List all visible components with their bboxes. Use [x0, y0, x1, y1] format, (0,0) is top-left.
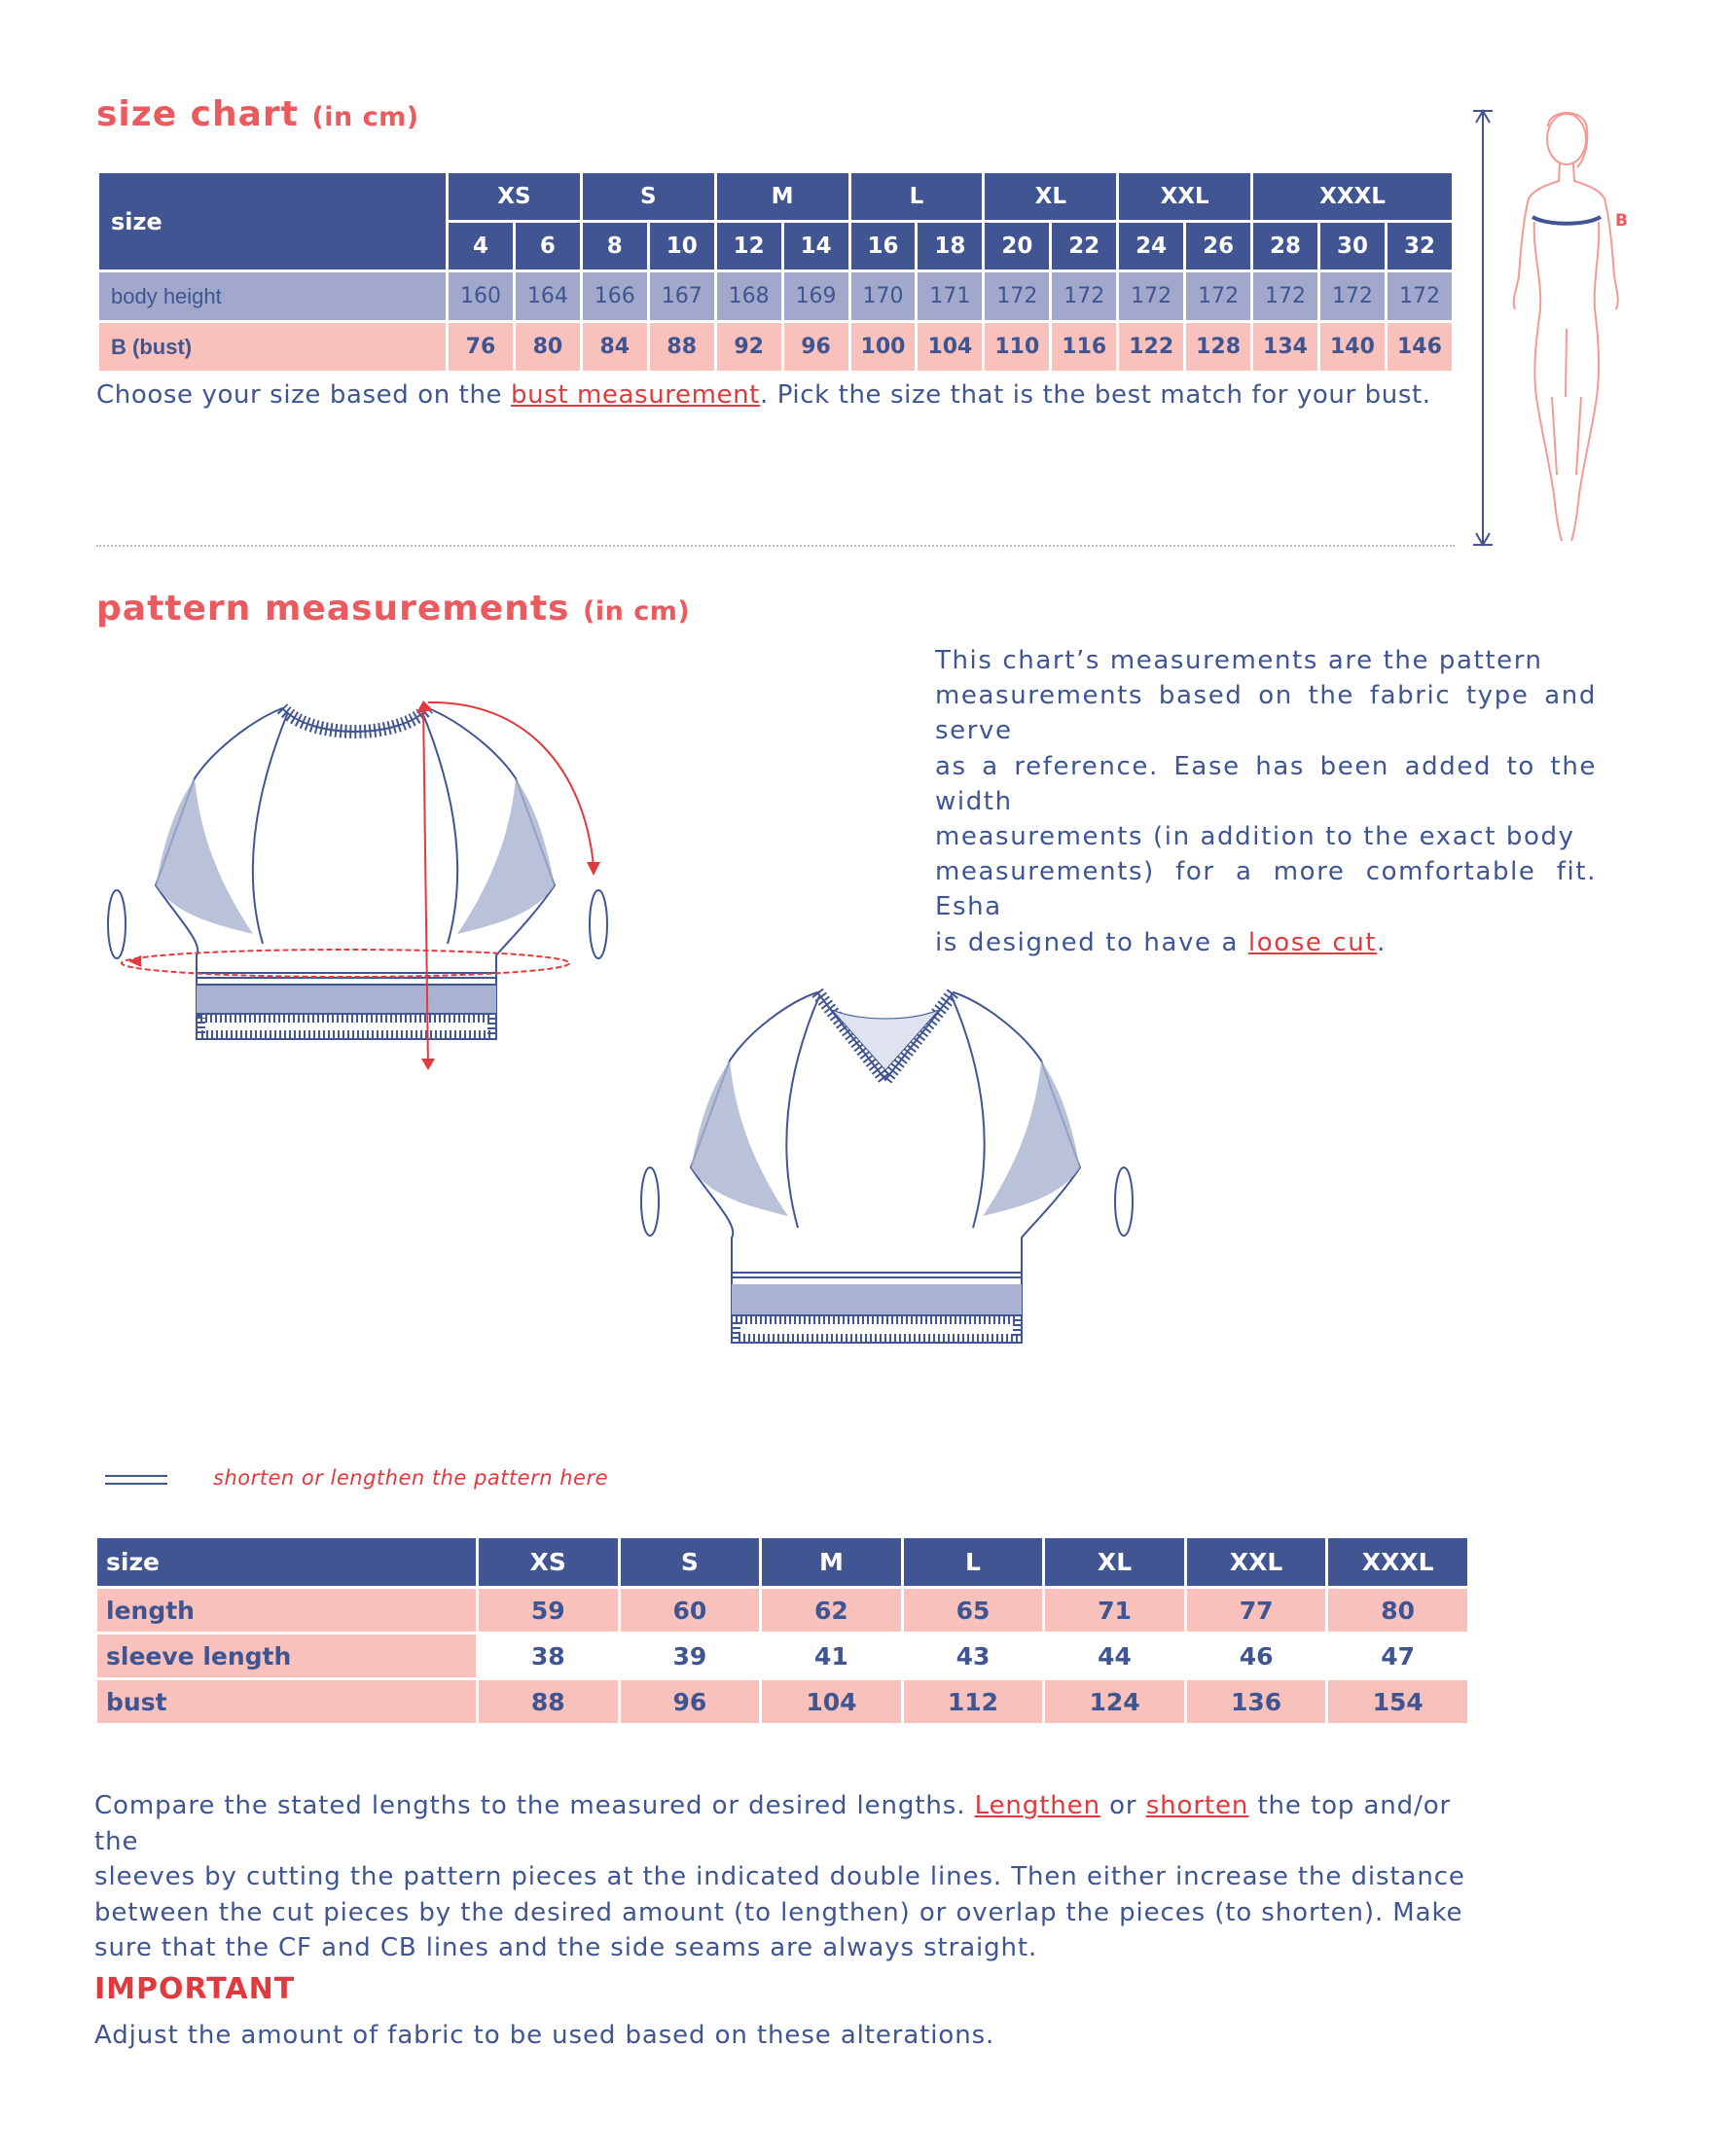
pm-size-header: XL: [1044, 1537, 1186, 1588]
pm-cell: 136: [1185, 1679, 1327, 1725]
body-height-value: 168: [715, 271, 782, 322]
size-chart-title-text: size chart: [96, 94, 299, 134]
body-height-value: 172: [1051, 271, 1118, 322]
body-height-value: 171: [917, 271, 984, 322]
body-height-value: 164: [514, 271, 581, 322]
size-group: XXXL: [1252, 172, 1454, 222]
bust-value: 100: [849, 322, 917, 373]
alter-line: sure that the CF and CB lines and the side seams are always straight.: [94, 1933, 1038, 1962]
alteration-instructions: [94, 1788, 1476, 1966]
pm-size-header: XXXL: [1327, 1537, 1469, 1588]
pm-cell: 154: [1327, 1679, 1469, 1725]
pm-cell: 38: [478, 1634, 620, 1679]
alter-line: between the cut pieces by the desired amount (to lengthen) or overlap the pieces (to shorten). Make: [94, 1897, 1463, 1927]
bust-value: 88: [648, 322, 715, 373]
body-height-value: 172: [1185, 271, 1252, 322]
size-number: 30: [1318, 222, 1386, 271]
pm-cell: 65: [902, 1588, 1044, 1634]
note-after: . Pick the size that is the best match for your bust.: [759, 380, 1431, 410]
bust-measurement-link[interactable]: bust measurement: [511, 380, 760, 410]
pm-size-header-label: size: [96, 1537, 478, 1588]
desc-line: This chart’s measurements are the pattern: [935, 646, 1543, 675]
pm-cell: 60: [619, 1588, 761, 1634]
pm-size-header: L: [902, 1537, 1044, 1588]
important-text: Adjust the amount of fabric to be used based on these alterations.: [94, 2021, 995, 2050]
bust-value: 92: [715, 322, 782, 373]
shorten-link[interactable]: shorten: [1145, 1791, 1249, 1820]
pattern-description: [935, 643, 1597, 960]
size-chart-note: [96, 377, 1431, 413]
bust-marker-label: B: [1615, 211, 1628, 231]
body-height-value: 172: [1386, 271, 1453, 322]
size-number: 26: [1185, 222, 1252, 271]
size-number: 28: [1252, 222, 1319, 271]
pm-cell: 124: [1044, 1679, 1186, 1725]
loose-cut-link[interactable]: loose cut: [1247, 927, 1378, 957]
pm-cell: 112: [902, 1679, 1044, 1725]
bust-value: 80: [514, 322, 581, 373]
pattern-title-text: pattern measurements: [96, 589, 570, 629]
size-number: 12: [715, 222, 782, 271]
pm-row-label: length: [96, 1588, 478, 1634]
alter-before: Compare the stated lengths to the measured or desired lengths.: [94, 1791, 975, 1820]
bust-value: 76: [448, 322, 515, 373]
garment-back-illustration: [97, 681, 623, 1090]
desc-line: measurements) for a more comfortable fit. Esha: [935, 857, 1597, 922]
desc-line: measurements (in addition to the exact body: [935, 822, 1575, 852]
pm-size-header: S: [619, 1537, 761, 1588]
legend-text: shorten or lengthen the pattern here: [213, 1466, 608, 1490]
size-number: 6: [514, 222, 581, 271]
desc-last-after: .: [1377, 927, 1387, 957]
bust-value: 128: [1185, 322, 1252, 373]
pm-cell: 80: [1327, 1588, 1469, 1634]
alter-after: the top and/or the: [94, 1791, 1452, 1856]
pm-cell: 59: [478, 1588, 620, 1634]
size-group: XL: [984, 172, 1118, 222]
size-group: S: [581, 172, 715, 222]
pm-cell: 44: [1044, 1634, 1186, 1679]
bust-value: 104: [917, 322, 984, 373]
pattern-title-unit: (in cm): [583, 596, 691, 627]
pm-cell: 46: [1185, 1634, 1327, 1679]
pm-size-header: M: [761, 1537, 903, 1588]
size-number: 22: [1051, 222, 1118, 271]
body-height-value: 172: [1252, 271, 1319, 322]
body-height-value: 166: [581, 271, 648, 322]
alter-mid: or: [1099, 1791, 1146, 1820]
size-header-label: size: [98, 172, 448, 271]
desc-line: measurements based on the fabric type and serve: [935, 681, 1597, 746]
pm-cell: 47: [1327, 1634, 1469, 1679]
desc-line-last: [935, 925, 1597, 960]
pm-row-label: bust: [96, 1679, 478, 1725]
lengthen-link[interactable]: Lengthen: [974, 1791, 1100, 1820]
body-height-value: 172: [1118, 271, 1185, 322]
pm-cell: 62: [761, 1588, 903, 1634]
pm-size-header: XXL: [1185, 1537, 1327, 1588]
size-number: 32: [1386, 222, 1453, 271]
pm-row-label: sleeve length: [96, 1634, 478, 1679]
pm-cell: 104: [761, 1679, 903, 1725]
desc-line: as a reference. Ease has been added to the width: [935, 751, 1597, 816]
bust-value: 96: [782, 322, 849, 373]
section-divider: [96, 545, 1455, 547]
pm-cell: 43: [902, 1634, 1044, 1679]
size-group: L: [849, 172, 984, 222]
bust-value: 122: [1118, 322, 1185, 373]
size-chart-table: [96, 170, 1455, 374]
body-height-value: 169: [782, 271, 849, 322]
size-number: 4: [448, 222, 515, 271]
pm-cell: 71: [1044, 1588, 1186, 1634]
size-group: M: [715, 172, 849, 222]
note-before: Choose your size based on the: [96, 380, 511, 410]
garment-front-illustration: [613, 973, 1158, 1362]
pm-cell: 39: [619, 1634, 761, 1679]
size-chart-title-unit: (in cm): [311, 102, 419, 132]
body-figure-illustration: [1464, 105, 1659, 553]
pm-size-header: XS: [478, 1537, 620, 1588]
size-number: 18: [917, 222, 984, 271]
size-number: 24: [1118, 222, 1185, 271]
body-height-label: body height: [98, 271, 448, 322]
body-height-value: 167: [648, 271, 715, 322]
pattern-measurement-table: [94, 1535, 1470, 1726]
desc-last-before: is designed to have a: [935, 927, 1248, 957]
double-line-legend-icon: [105, 1475, 167, 1485]
pm-cell: 41: [761, 1634, 903, 1679]
bust-value: 116: [1051, 322, 1118, 373]
size-group: XS: [448, 172, 582, 222]
size-number: 8: [581, 222, 648, 271]
bust-value: 134: [1252, 322, 1319, 373]
important-heading: IMPORTANT: [94, 1972, 296, 2006]
body-height-value: 172: [1318, 271, 1386, 322]
bust-value: 140: [1318, 322, 1386, 373]
body-height-value: 172: [984, 271, 1051, 322]
size-chart-title: [96, 94, 419, 134]
pm-cell: 96: [619, 1679, 761, 1725]
size-number: 10: [648, 222, 715, 271]
alter-line: sleeves by cutting the pattern pieces at the indicated double lines. Then either increase the distance: [94, 1862, 1465, 1891]
pattern-title: [96, 589, 690, 629]
size-number: 16: [849, 222, 917, 271]
body-height-value: 160: [448, 271, 515, 322]
size-group: XXL: [1118, 172, 1252, 222]
size-number: 14: [782, 222, 849, 271]
size-number: 20: [984, 222, 1051, 271]
bust-value: 110: [984, 322, 1051, 373]
bust-label: B (bust): [98, 322, 448, 373]
body-height-value: 170: [849, 271, 917, 322]
bust-value: 146: [1386, 322, 1453, 373]
pm-cell: 77: [1185, 1588, 1327, 1634]
bust-value: 84: [581, 322, 648, 373]
alter-line-first: [94, 1788, 1476, 1859]
pm-cell: 88: [478, 1679, 620, 1725]
